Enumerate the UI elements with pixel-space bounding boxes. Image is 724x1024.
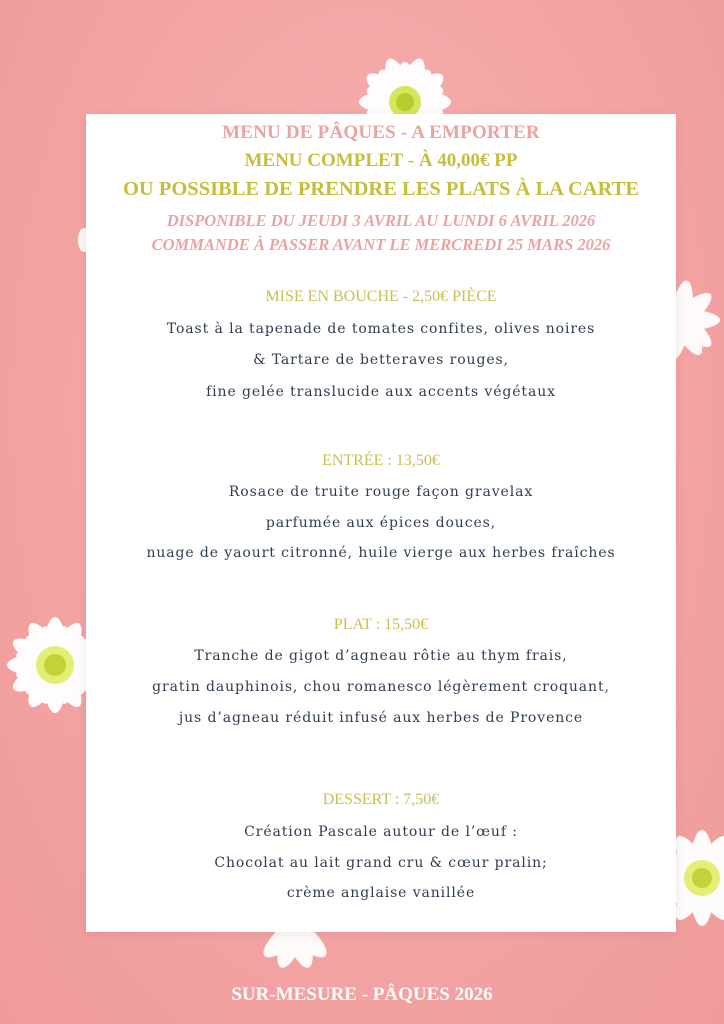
section-line: crème anglaise vanillée bbox=[286, 885, 476, 901]
section-title-mise-en-bouche: MISE EN BOUCHE - 2,50€ PIÈCE bbox=[265, 288, 497, 305]
flower-bottom-center-icon bbox=[240, 930, 350, 980]
section-line: Chocolat au lait grand cru & cœur pralin; bbox=[214, 855, 548, 871]
section-line: jus d’agneau réduit infusé aux herbes de Provence bbox=[178, 710, 584, 726]
section-line: gratin dauphinois, chou romanesco légèrement croquant, bbox=[152, 679, 610, 695]
section-line: Rosace de truite rouge façon gravelax bbox=[228, 484, 534, 500]
section-line: nuage de yaourt citronné, huile vierge aux herbes fraîches bbox=[146, 545, 616, 561]
flower-left-icon bbox=[0, 590, 100, 750]
footer-title: SUR-MESURE - PÂQUES 2026 bbox=[231, 984, 493, 1005]
section-line: Tranche de gigot d’agneau rôtie au thym frais, bbox=[194, 648, 568, 664]
section-title-dessert: DESSERT : 7,50€ bbox=[322, 791, 440, 808]
section-line: Création Pascale autour de l’œuf : bbox=[244, 824, 518, 840]
menu-title: MENU DE PÂQUES - A EMPORTER bbox=[222, 122, 540, 143]
section-line: & Tartare de betteraves rouges, bbox=[253, 352, 509, 368]
section-line: fine gelée translucide aux accents végétaux bbox=[206, 384, 556, 400]
menu-a-la-carte: OU POSSIBLE DE PRENDRE LES PLATS À LA CARTE bbox=[122, 178, 640, 200]
menu-card bbox=[86, 114, 676, 932]
section-title-entree: ENTRÉE : 13,50€ bbox=[322, 452, 440, 469]
menu-price: MENU COMPLET - À 40,00€ PP bbox=[244, 150, 518, 171]
section-title-plat: PLAT : 15,50€ bbox=[333, 616, 429, 633]
menu-order-deadline: COMMANDE À PASSER AVANT LE MERCREDI 25 MARS 2026 bbox=[151, 235, 611, 254]
section-line: Toast à la tapenade de tomates confites, olives noires bbox=[166, 321, 596, 337]
section-line: parfumée aux épices douces, bbox=[265, 515, 497, 531]
menu-availability: DISPONIBLE DU JEUDI 3 AVRIL AU LUNDI 6 AVRIL 2026 bbox=[166, 211, 596, 230]
